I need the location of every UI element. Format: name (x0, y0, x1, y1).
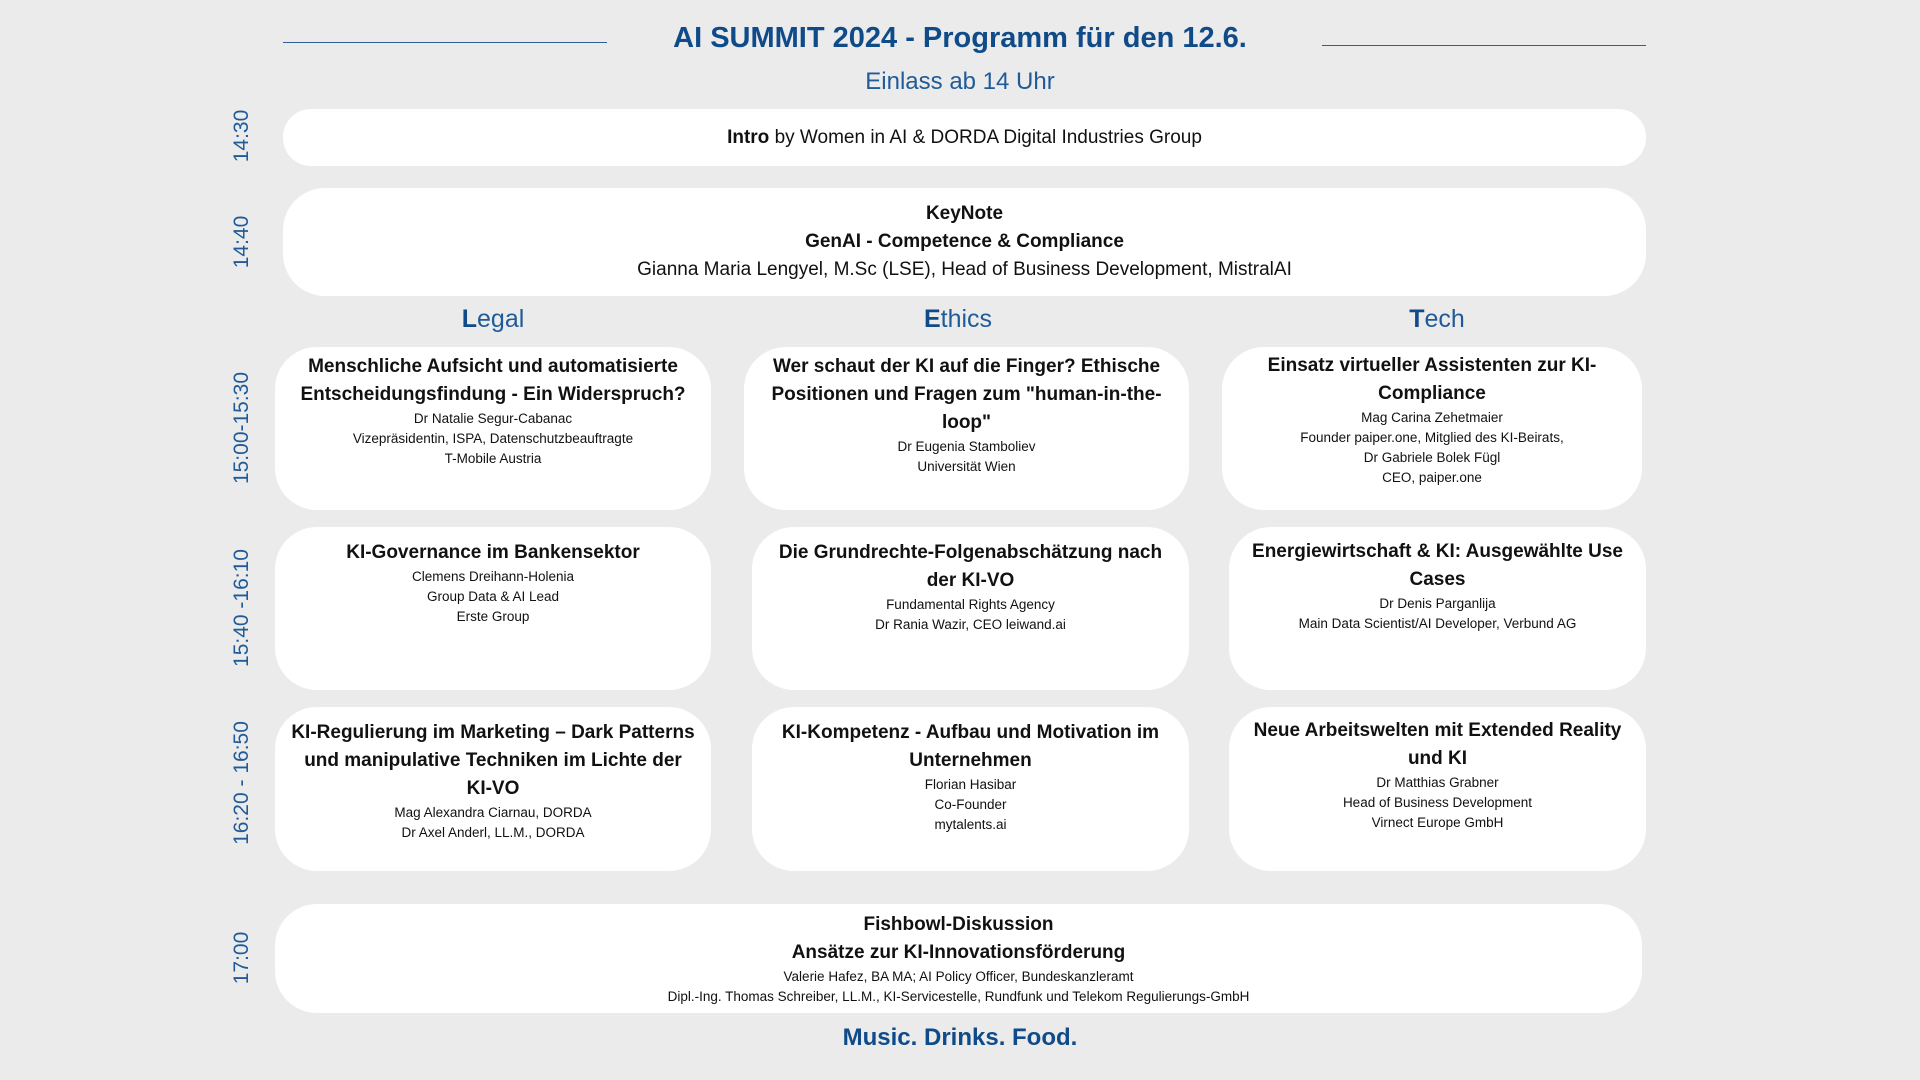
track-tech-rest: ech (1424, 305, 1465, 333)
session-speaker: Dr Axel Anderl, LL.M., DORDA (401, 825, 585, 840)
session-affiliation: CEO, paiper.one (1382, 470, 1482, 485)
session-title: KI-VO (466, 778, 520, 799)
session-speaker: Dr Eugenia Stamboliev (897, 439, 1036, 454)
fishbowl-card (275, 904, 1642, 1013)
time-label-3: 15:00-15:30 (230, 371, 253, 485)
session-affiliation: Main Data Scientist/AI Developer, Verbund AG (1298, 616, 1577, 631)
footer-text: Music. Drinks. Food. (842, 1024, 1078, 1051)
session-title: Positionen und Fragen zum "human-in-the- (771, 384, 1162, 405)
session-speaker: Florian Hasibar (924, 777, 1017, 792)
track-legal-initial: L (461, 305, 478, 333)
session-speaker: Mag Carina Zehetmaier (1361, 410, 1503, 425)
session-title: KI-Governance im Bankensektor (346, 542, 640, 563)
session-title: und manipulative Techniken im Lichte der (304, 750, 682, 771)
session-speaker: Mag Alexandra Ciarnau, DORDA (394, 805, 592, 820)
session-card-r3-tech (1229, 707, 1646, 871)
intro-label: Intro (727, 126, 770, 148)
time-label-4: 15:40 -16:10 (230, 549, 253, 667)
fishbowl-speaker: Valerie Hafez, BA MA; AI Policy Officer, Bundeskanzleramt (783, 968, 1134, 984)
session-affiliation: Group Data & AI Lead (426, 589, 560, 604)
session-title: KI-Kompetenz - Aufbau und Motivation im (781, 722, 1160, 743)
session-speaker: Dr Rania Wazir, CEO leiwand.ai (875, 617, 1066, 632)
session-title: der KI-VO (926, 570, 1015, 591)
time-label-2: 14:40 (230, 215, 253, 269)
session-title: Unternehmen (909, 750, 1032, 771)
keynote-label: KeyNote (925, 203, 1004, 224)
track-ethics (924, 305, 992, 334)
session-affiliation: T-Mobile Austria (444, 451, 542, 466)
session-title: Compliance (1378, 383, 1486, 404)
session-affiliation: Co-Founder (934, 797, 1007, 812)
session-card-r2-ethics (752, 527, 1189, 690)
session-card-r1-ethics (744, 347, 1189, 510)
session-title: Neue Arbeitswelten mit Extended Reality (1253, 720, 1622, 741)
session-title: loop" (941, 412, 992, 433)
session-speaker: Dr Denis Parganlija (1379, 596, 1496, 611)
page-subtitle: Einlass ab 14 Uhr (865, 68, 1055, 95)
track-ethics-initial: E (923, 305, 941, 333)
session-title: Cases (1409, 569, 1466, 590)
session-title: und KI (1407, 748, 1468, 769)
page-title: AI SUMMIT 2024 - Programm für den 12.6. (673, 22, 1247, 54)
intro-text (727, 124, 1202, 152)
session-affiliation: Erste Group (456, 609, 530, 624)
fishbowl-title: Ansätze zur KI-Innovationsförderung (791, 941, 1126, 963)
fishbowl-label: Fishbowl-Diskussion (863, 913, 1054, 935)
session-card-r1-legal (275, 347, 711, 510)
session-card-r3-ethics (752, 707, 1189, 871)
track-legal-rest: egal (477, 305, 525, 333)
session-title: Entscheidungsfindung - Ein Widerspruch? (300, 384, 686, 405)
time-label-5: 16:20 - 16:50 (230, 721, 253, 845)
session-card-r2-legal (275, 527, 711, 690)
session-affiliation: Fundamental Rights Agency (886, 597, 1055, 612)
session-title: Die Grundrechte-Folgenabschätzung nach (778, 542, 1163, 563)
session-affiliation: Vizepräsidentin, ISPA, Datenschutzbeauftragte (352, 431, 634, 446)
session-title: Wer schaut der KI auf die Finger? Ethische (772, 356, 1161, 377)
session-title: Einsatz virtueller Assistenten zur KI- (1267, 355, 1597, 376)
session-card-r1-tech (1222, 347, 1642, 510)
time-label-6: 17:00 (230, 931, 253, 985)
track-legal (462, 305, 525, 334)
session-affiliation: Universität Wien (917, 459, 1016, 474)
track-tech-initial: T (1409, 305, 1425, 333)
session-title: KI-Regulierung im Marketing – Dark Patterns (291, 722, 695, 743)
session-speaker: Clemens Dreihann-Holenia (411, 569, 575, 584)
track-ethics-rest: thics (940, 305, 993, 333)
session-affiliation: Head of Business Development (1342, 795, 1533, 810)
session-speaker: Dr Natalie Segur-Cabanac (413, 411, 573, 426)
session-speaker: Dr Matthias Grabner (1376, 775, 1499, 790)
session-affiliation: Virnect Europe GmbH (1371, 815, 1504, 830)
session-card-r2-tech (1229, 527, 1646, 690)
time-label-1: 14:30 (230, 109, 253, 163)
session-speaker: Dr Gabriele Bolek Fügl (1363, 450, 1501, 465)
session-affiliation: Founder paiper.one, Mitglied des KI-Beirats, (1300, 430, 1564, 445)
intro-card (283, 109, 1646, 166)
session-title: Energiewirtschaft & KI: Ausgewählte Use (1252, 541, 1623, 562)
keynote-speaker: Gianna Maria Lengyel, M.Sc (LSE), Head of Business Development, MistralAI (637, 259, 1292, 280)
keynote-title: GenAI - Competence & Compliance (805, 231, 1124, 252)
session-title: Menschliche Aufsicht und automatisierte (308, 356, 678, 377)
session-card-r3-legal (275, 707, 711, 871)
fishbowl-speaker: Dipl.-Ing. Thomas Schreiber, LL.M., KI-Servicestelle, Rundfunk und Telekom Regulierungs-GmbH (667, 988, 1250, 1004)
keynote-card (283, 188, 1646, 296)
track-tech (1409, 305, 1465, 334)
intro-description: by Women in AI & DORDA Digital Industries Group (769, 126, 1202, 148)
session-affiliation: mytalents.ai (934, 817, 1007, 832)
